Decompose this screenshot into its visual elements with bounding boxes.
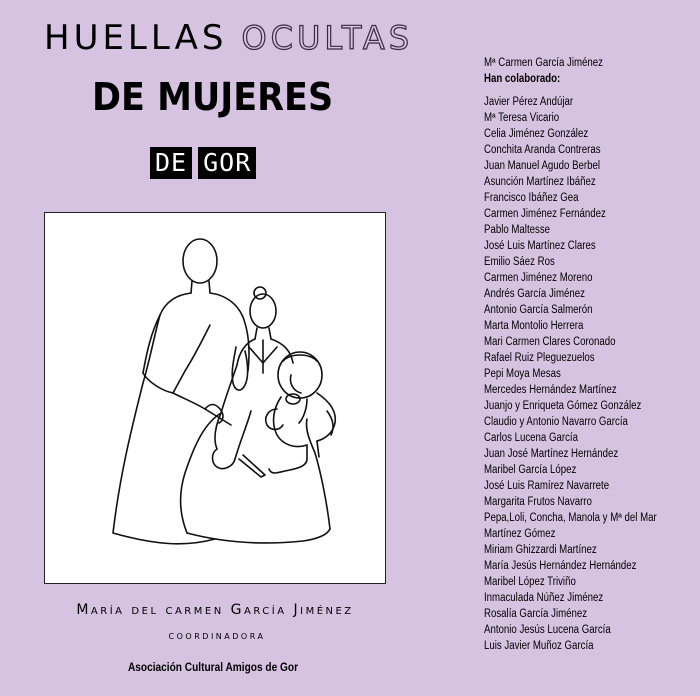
collaborator-item: Pepi Moya Mesas <box>484 368 561 380</box>
collaborator-item: Antonio García Salmerón <box>484 304 593 316</box>
collaborators-list <box>484 94 660 654</box>
collaborator-item: Juan José Martínez Hernández <box>484 448 619 460</box>
collaborator-item: Francisco Ibáñez Gea <box>484 192 579 204</box>
collaborator-item: Miriam Ghizzardi Martínez <box>484 544 597 556</box>
collaborator-item: Rosalía García Jiménez <box>484 608 588 620</box>
collaborator-item: Emilio Sáez Ros <box>484 256 555 268</box>
association-name: Asociación Cultural Amigos de Gor <box>127 662 299 674</box>
collaborator-item: José Luis Ramírez Navarrete <box>484 480 610 492</box>
title-word-de: DE <box>150 147 192 179</box>
collaborator-item: María Jesús Hernández Hernández <box>484 560 637 572</box>
collaborator-item: Andrés García Jiménez <box>484 288 585 300</box>
collaborator-item: Asunción Martínez Ibáñez <box>484 176 596 188</box>
collaborator-item: Carmen Jiménez Fernández <box>484 208 606 220</box>
collaborator-item: Luis Javier Muñoz García <box>484 640 594 652</box>
collaborator-item: Mari Carmen Clares Coronado <box>484 336 616 348</box>
title-line-3 <box>150 147 256 179</box>
collaborator-item: Inmaculada Núñez Jiménez <box>484 592 604 604</box>
collaborator-item: Celia Jiménez González <box>484 128 589 140</box>
illustration-frame <box>44 212 386 584</box>
title-word-ocultas: OCULTAS <box>241 19 414 57</box>
author-name: María del carmen García Jiménez <box>76 602 354 618</box>
collaborator-item: Claudio y Antonio Navarro García <box>484 416 628 428</box>
collaborator-item: Conchita Aranda Contreras <box>484 144 601 156</box>
title-line-2: DE MUJERES <box>92 75 334 119</box>
collaborator-item: Maribel García López <box>484 464 577 476</box>
collaborator-item: Carlos Lucena García <box>484 432 578 444</box>
collaborator-item: Javier Pérez Andújar <box>484 96 574 108</box>
collaborator-item: Rafael Ruiz Pleguezuelos <box>484 352 595 364</box>
collaborator-item: Maribel López Triviño <box>484 576 576 588</box>
credits-block <box>484 55 660 654</box>
title-word-huellas: HUELLAS <box>44 18 228 58</box>
collaborator-item: Marta Montolio Herrera <box>484 320 584 332</box>
collaborator-item: Pepa,Loli, Concha, Manola y Mª del Mar Martínez Gómez <box>484 512 657 540</box>
collaborator-item: Mª Teresa Vicario <box>484 112 560 124</box>
collaborator-item: Mercedes Hernández Martínez <box>484 384 617 396</box>
collaborator-item: Juanjo y Enriqueta Gómez González <box>484 400 642 412</box>
collaborator-item: Carmen Jiménez Moreno <box>484 272 593 284</box>
title-word-gor: GOR <box>198 147 256 179</box>
collaborator-item: Antonio Jesús Lucena García <box>484 624 611 636</box>
collaborator-item: Pablo Maltesse <box>484 224 551 236</box>
collaborator-item: Margarita Frutos Navarro <box>484 496 592 508</box>
collaborator-item: Juan Manuel Agudo Berbel <box>484 160 601 172</box>
collaborator-item: José Luis Martínez Clares <box>484 240 596 252</box>
family-portrait-drawing-icon <box>45 213 385 583</box>
title-line-1 <box>44 18 413 58</box>
author-role: COORDINADORA <box>168 632 266 641</box>
credits-heading: Han colaborado: <box>484 73 561 85</box>
credits-author: Mª Carmen García Jiménez <box>484 57 603 69</box>
